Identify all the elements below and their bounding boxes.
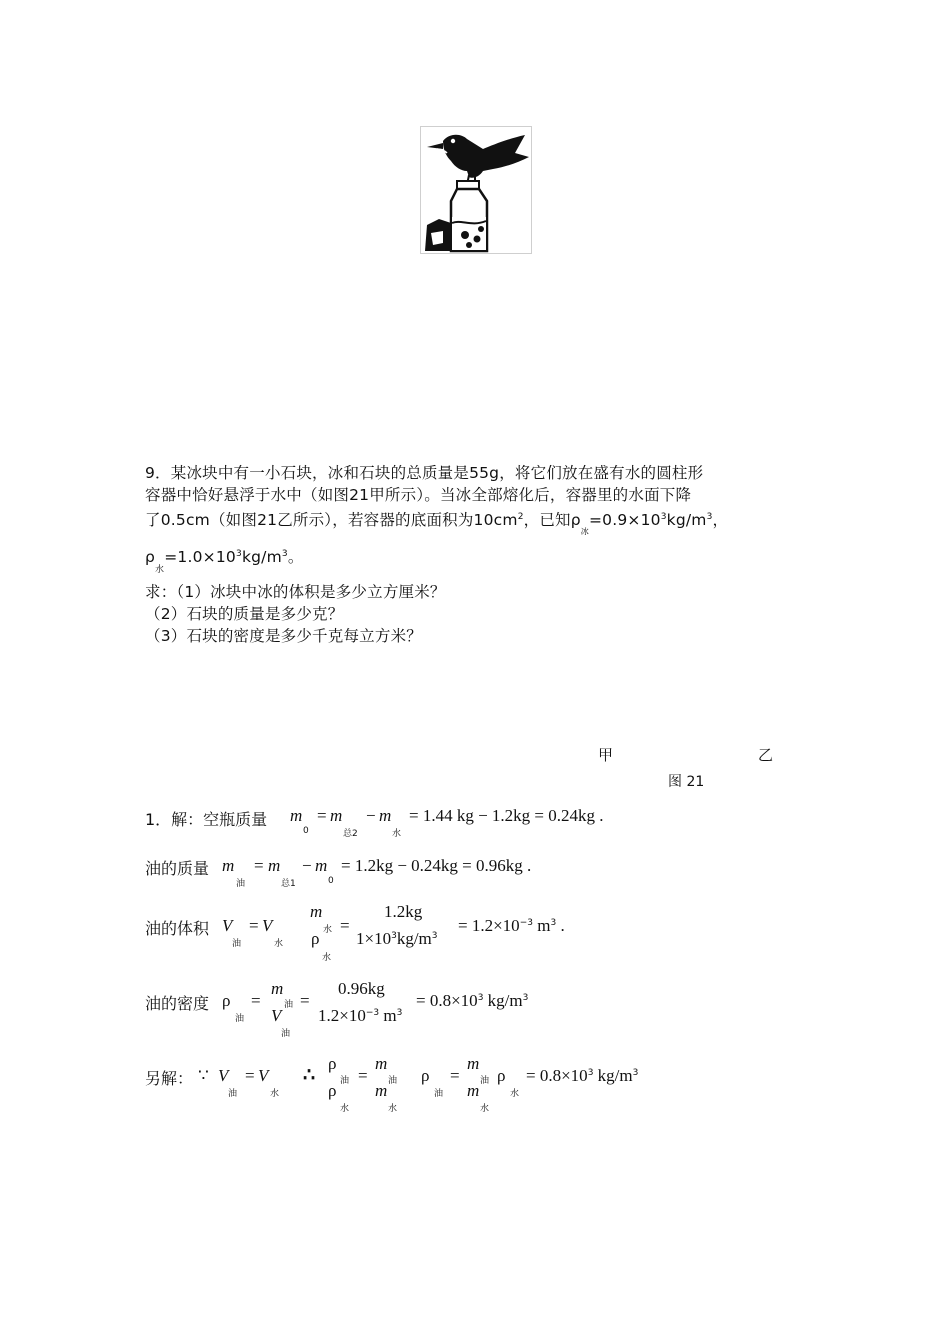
sub-0: 0: [328, 876, 334, 886]
sym-rho: ρ: [328, 1081, 337, 1100]
problem-line: 了0.5cm（如图21乙所示），若容器的底面积为$10cm^2$，已知$\rho_冰=0.9\times 10^3kg/m^3$，: [145, 511, 729, 536]
step-3-numerator: 1.2kg: [384, 902, 423, 921]
because-symbol: ∵: [198, 1066, 209, 1085]
crow-bottle-figure: [420, 126, 532, 254]
sym-rho: ρ: [421, 1066, 430, 1085]
sym-V: V: [222, 916, 233, 935]
equals: =: [358, 1066, 368, 1085]
minus: −: [302, 856, 312, 875]
problem-line: 容器中恰好悬浮于水中（如图21甲所示）。当冰全部熔化后，容器里的水面下降: [145, 486, 692, 504]
sym-rho: ρ: [311, 929, 320, 948]
sub-water: 水: [323, 925, 333, 935]
sub-oil: 油: [228, 1089, 238, 1099]
sub-water: 水: [322, 953, 332, 963]
sub-water: 水: [480, 1104, 490, 1114]
step-3-denominator: $1\times 10^3kg/m^3$: [356, 929, 438, 948]
sub-oil: 油: [340, 1076, 350, 1086]
sym-rho: ρ: [222, 991, 231, 1010]
sub-0: 0: [303, 826, 309, 836]
figure-caption: 图 21: [668, 774, 705, 790]
sub-oil: 油: [434, 1089, 444, 1099]
equals: =: [340, 916, 350, 935]
sym-m: m: [375, 1081, 388, 1100]
sub-oil: 油: [480, 1076, 490, 1086]
equals: =: [300, 991, 310, 1010]
sub-oil: 油: [284, 1000, 294, 1010]
equals: =: [249, 916, 259, 935]
sub-water: 水: [340, 1104, 350, 1114]
step-2-expr: = 1.2kg − 0.24kg = 0.96kg .: [341, 856, 532, 875]
sub-water: 水: [388, 1104, 398, 1114]
sub-total2: 总2: [343, 829, 358, 839]
sym-m: m: [467, 1054, 480, 1073]
question-2: （2）石块的质量是多少克？: [145, 605, 344, 623]
equals: =: [245, 1066, 255, 1085]
equals: =: [317, 806, 327, 825]
question-3: （3）石块的密度是多少千克每立方米？: [145, 627, 422, 645]
sym-m: m: [222, 856, 235, 875]
therefore-symbol: ∴: [303, 1065, 316, 1086]
question-1: 求：（1）冰块中冰的体积是多少立方厘米？: [145, 583, 446, 601]
sym-m: m: [268, 856, 281, 875]
label-jia: 甲: [598, 746, 614, 764]
sym-V: V: [262, 916, 273, 935]
step-3-result: = $1.2\times 10^{-3}$ $m^3$ .: [458, 916, 565, 935]
sym-m: m: [310, 902, 323, 921]
equals: =: [450, 1066, 460, 1085]
solution-step-5-label: 另解：: [145, 1069, 194, 1088]
solution-step-2-label: 油的质量: [145, 859, 210, 878]
problem-line: $\rho^水=1.0\times 10^3kg/m^3$。: [145, 548, 304, 575]
sub-oil: 油: [236, 879, 246, 889]
sym-m: m: [467, 1081, 480, 1100]
label-yi: 乙: [758, 746, 774, 764]
sym-rho: ρ: [328, 1054, 337, 1073]
sym-m: m: [375, 1054, 388, 1073]
sym-V: V: [258, 1066, 269, 1085]
solution-step-4-label: 油的密度: [145, 994, 210, 1013]
sym-m: m: [290, 806, 303, 825]
sub-total1: 总1: [281, 879, 296, 889]
solution-step-1-label: 1．解：空瓶质量: [145, 810, 268, 829]
step-4-denominator: $1.2\times 10^{-3}$ $m^3$: [318, 1006, 403, 1025]
sub-water: 水: [392, 829, 402, 839]
solution-step-3-label: 油的体积: [145, 919, 210, 938]
step-1-expr: = 1.44 kg − 1.2kg = 0.24kg .: [409, 806, 604, 825]
crow-drinking-bottle-icon: [421, 127, 531, 253]
step-4-result: = $0.8\times 10^3$ $kg/m^3$: [416, 991, 529, 1010]
sub-oil: 油: [235, 1014, 245, 1024]
sym-m: m: [330, 806, 343, 825]
sub-water: 水: [274, 939, 284, 949]
sym-m: m: [379, 806, 392, 825]
minus: −: [366, 806, 376, 825]
problem-line: 9．某冰块中有一小石块，冰和石块的总质量是55g，将它们放在盛有水的圆柱形: [145, 464, 704, 482]
sym-rho: ρ: [497, 1066, 506, 1085]
step-4-numerator: 0.96kg: [338, 979, 385, 998]
sub-oil: 油: [281, 1029, 291, 1039]
sub-water: 水: [510, 1089, 520, 1099]
sym-V: V: [271, 1006, 282, 1025]
problem-9: [145, 462, 825, 647]
equals: =: [251, 991, 261, 1010]
sym-V: V: [218, 1066, 229, 1085]
equals: =: [254, 856, 264, 875]
sym-m: m: [271, 979, 284, 998]
sym-m: m: [315, 856, 328, 875]
step-5-result: = $0.8\times 10^3$ $kg/m^3$: [526, 1066, 639, 1085]
sub-oil: 油: [388, 1076, 398, 1086]
sub-water: 水: [270, 1089, 280, 1099]
sub-oil: 油: [232, 939, 242, 949]
